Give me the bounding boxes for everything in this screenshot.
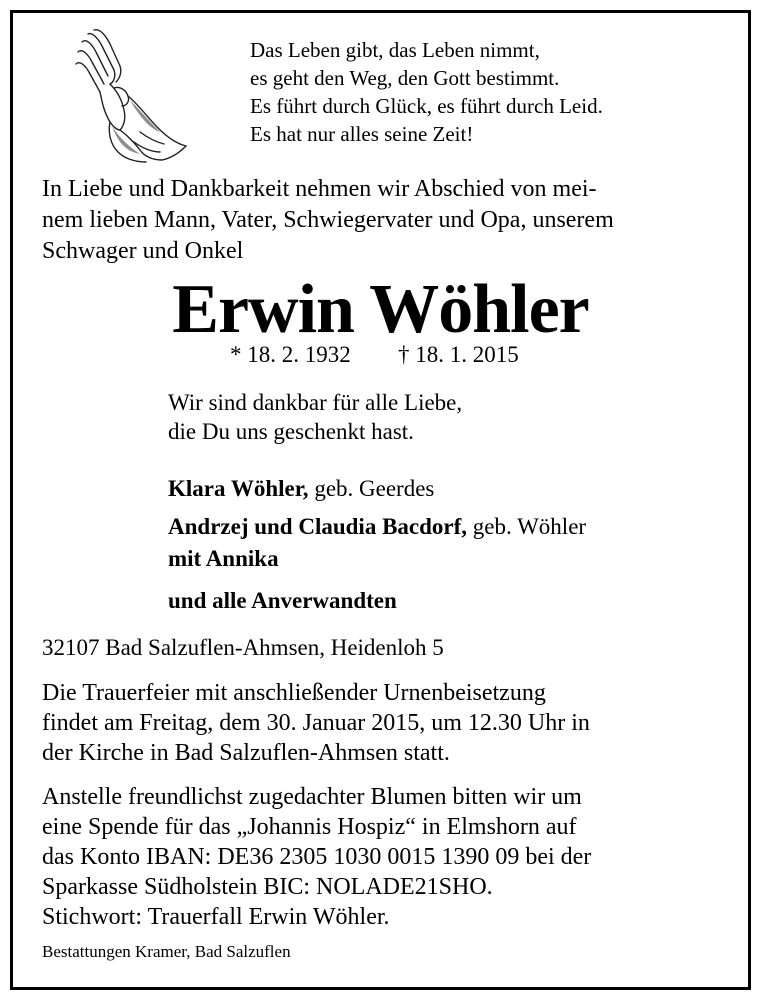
gratitude-line: Wir sind dankbar für alle Liebe,: [168, 390, 463, 415]
death-date: † 18. 1. 2015: [398, 342, 519, 367]
donation-line: Stichwort: Trauerfall Erwin Wöhler.: [42, 904, 390, 930]
gratitude-line: die Du uns geschenkt hast.: [168, 419, 414, 444]
donation-line: eine Spende für das „Johannis Hospiz“ in Elmshorn auf: [42, 814, 577, 840]
undertaker-credit: Bestattungen Kramer, Bad Salzuflen: [42, 942, 291, 961]
mourner-name: Andrzej und Claudia Bacdorf,: [168, 514, 468, 539]
funeral-line: der Kirche in Bad Salzuflen-Ahmsen statt.: [42, 740, 450, 766]
mourner-line: [168, 586, 397, 616]
funeral-line: findet am Freitag, dem 30. Januar 2015, um 12.30 Uhr in: [42, 710, 590, 736]
gratitude-text: [168, 388, 462, 446]
mourner-note: geb. Wöhler: [467, 514, 587, 539]
funeral-line: Die Trauerfeier mit anschließender Urnenbeisetzung: [42, 680, 546, 706]
poem-line: Das Leben gibt, das Leben nimmt,: [250, 38, 540, 62]
poem-line: es geht den Weg, den Gott bestimmt.: [250, 66, 560, 90]
intro-line: nem lieben Mann, Vater, Schwiegervater und Opa, unserem: [42, 207, 614, 233]
mourner-name: Klara Wöhler,: [168, 476, 309, 501]
poem-line: Es hat nur alles seine Zeit!: [250, 122, 474, 146]
mourner-line: [168, 474, 434, 504]
mourner-name: und alle Anverwandten: [168, 588, 397, 613]
birth-date: * 18. 2. 1932: [230, 342, 351, 367]
poem: [250, 36, 603, 148]
intro-line: In Liebe und Dankbarkeit nehmen wir Abschied von mei-: [42, 176, 597, 202]
mourner-note: geb. Geerdes: [308, 476, 435, 501]
intro-text: [42, 174, 614, 267]
donation-line: das Konto IBAN: DE36 2305 1030 0015 1390 09 bei der: [42, 844, 592, 870]
donation-line: Anstelle freundlichst zugedachter Blumen bitten wir um: [42, 784, 582, 810]
donation-line: Sparkasse Südholstein BIC: NOLADE21SHO.: [42, 874, 493, 900]
deceased-name: Erwin Wöhler: [172, 271, 589, 348]
poem-line: Es führt durch Glück, es führt durch Leid.: [250, 94, 603, 118]
family-address: 32107 Bad Salzuflen-Ahmsen, Heidenloh 5: [42, 635, 444, 660]
mourner-name: mit Annika: [168, 546, 279, 571]
donation-info: [42, 782, 591, 932]
intro-line: Schwager und Onkel: [42, 238, 244, 264]
praying-hands-icon: [68, 26, 192, 166]
funeral-info: [42, 678, 590, 768]
mourner-line: [168, 512, 586, 542]
mourner-line: [168, 544, 279, 574]
